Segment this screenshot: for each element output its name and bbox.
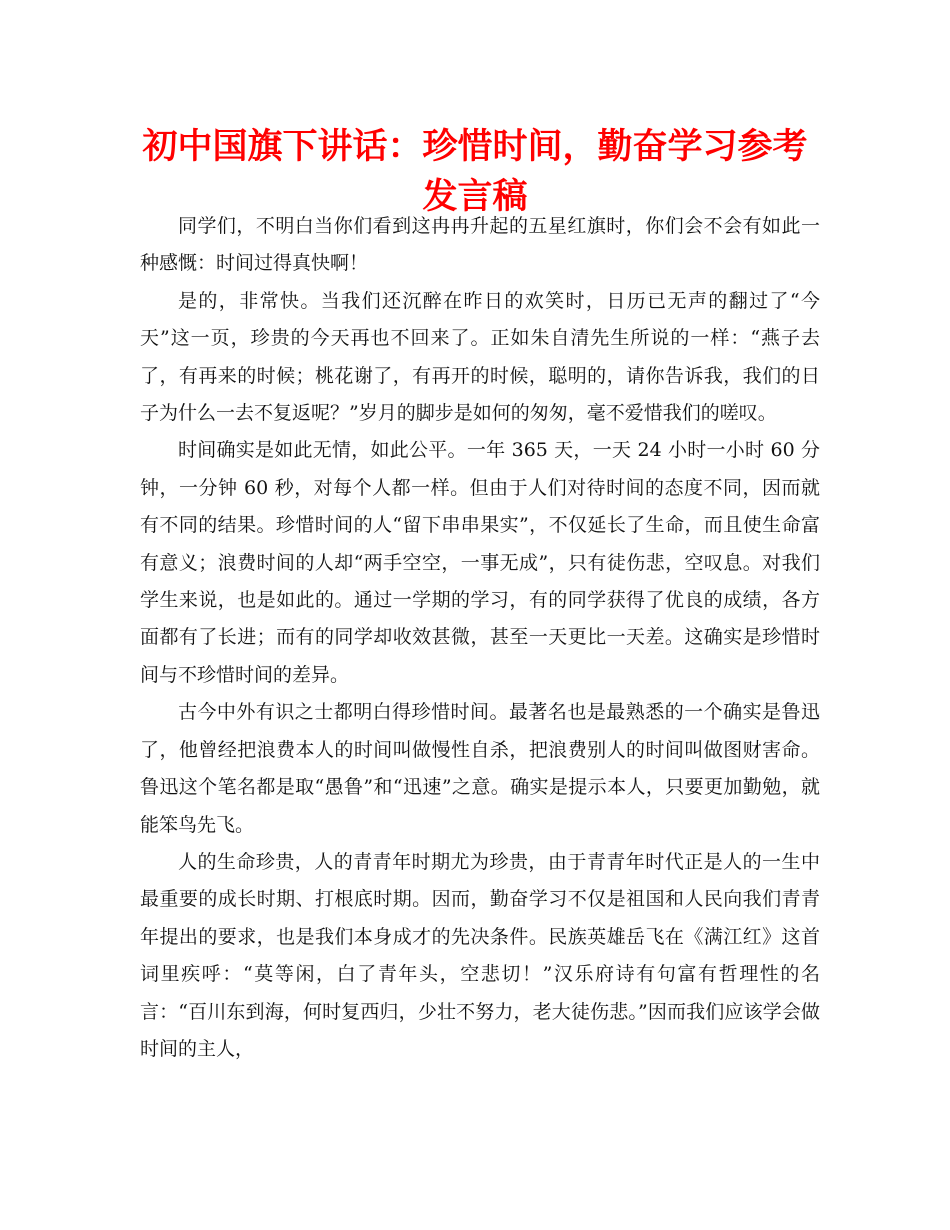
paragraph-5: 人的生命珍贵，人的青青年时期尤为珍贵，由于青青年时代正是人的一生中最重要的成长时期、打根底时期。因而，勤奋学习不仅是祖国和人民向我们青青年提出的要求，也是我们本身成才的先决条件。民族英雄岳飞在《满江红》这首词里疾呼：“莫等闲，白了青年头，空悲切！”汉乐府诗有句富有哲理性的名言：“百川东到海，何时复西归，少壮不努力，老大徒伤悲。”因而我们应该学会做时间的主人， [140,850,820,1060]
document-title: 初中国旗下讲话：珍惜时间，勤奋学习参考发言稿 [142,127,808,217]
paragraph-1: 同学们，不明白当你们看到这冉冉升起的五星红旗时，你们会不会有如此一种感慨：时间过得真快啊！ [140,215,820,275]
paragraph-3: 时间确实是如此无情，如此公平。一年 365 天，一天 24 小时一小时 60 分钟，一分钟 60 秒，对每个人都一样。但由于人们对待时间的态度不同，因而就有不同的结果。珍惜时间的人“留下串串果实”，不仅延长了生命，而且使生命富有意义；浪费时间的人却“两手空空，一事无成”，只有徒伤悲，空叹息。对我们学生来说，也是如此的。通过一学期的学习，有的同学获得了优良的成绩，各方面都有了长进；而有的同学却收效甚微，甚至一天更比一天差。这确实是珍惜时间与不珍惜时间的差异。 [140,439,820,686]
paragraph-2: 是的，非常快。当我们还沉醉在昨日的欢笑时，日历已无声的翻过了“今天”这一页，珍贵的今天再也不回来了。正如朱自清先生所说的一样：“燕子去了，有再来的时候；桃花谢了，有再开的时候，聪明的，请你告诉我，我们的日子为什么一去不复返呢？”岁月的脚步是如何的匆匆，毫不爱惜我们的嗟叹。 [140,289,820,425]
paragraph-4: 古今中外有识之士都明白得珍惜时间。最著名也是最熟悉的一个确实是鲁迅了，他曾经把浪费本人的时间叫做慢性自杀，把浪费别人的时间叫做图财害命。鲁迅这个笔名都是取“愚鲁”和“迅速”之意。确实是提示本人，只要更加勤勉，就能笨鸟先飞。 [140,701,820,836]
document-body [140,208,820,1068]
